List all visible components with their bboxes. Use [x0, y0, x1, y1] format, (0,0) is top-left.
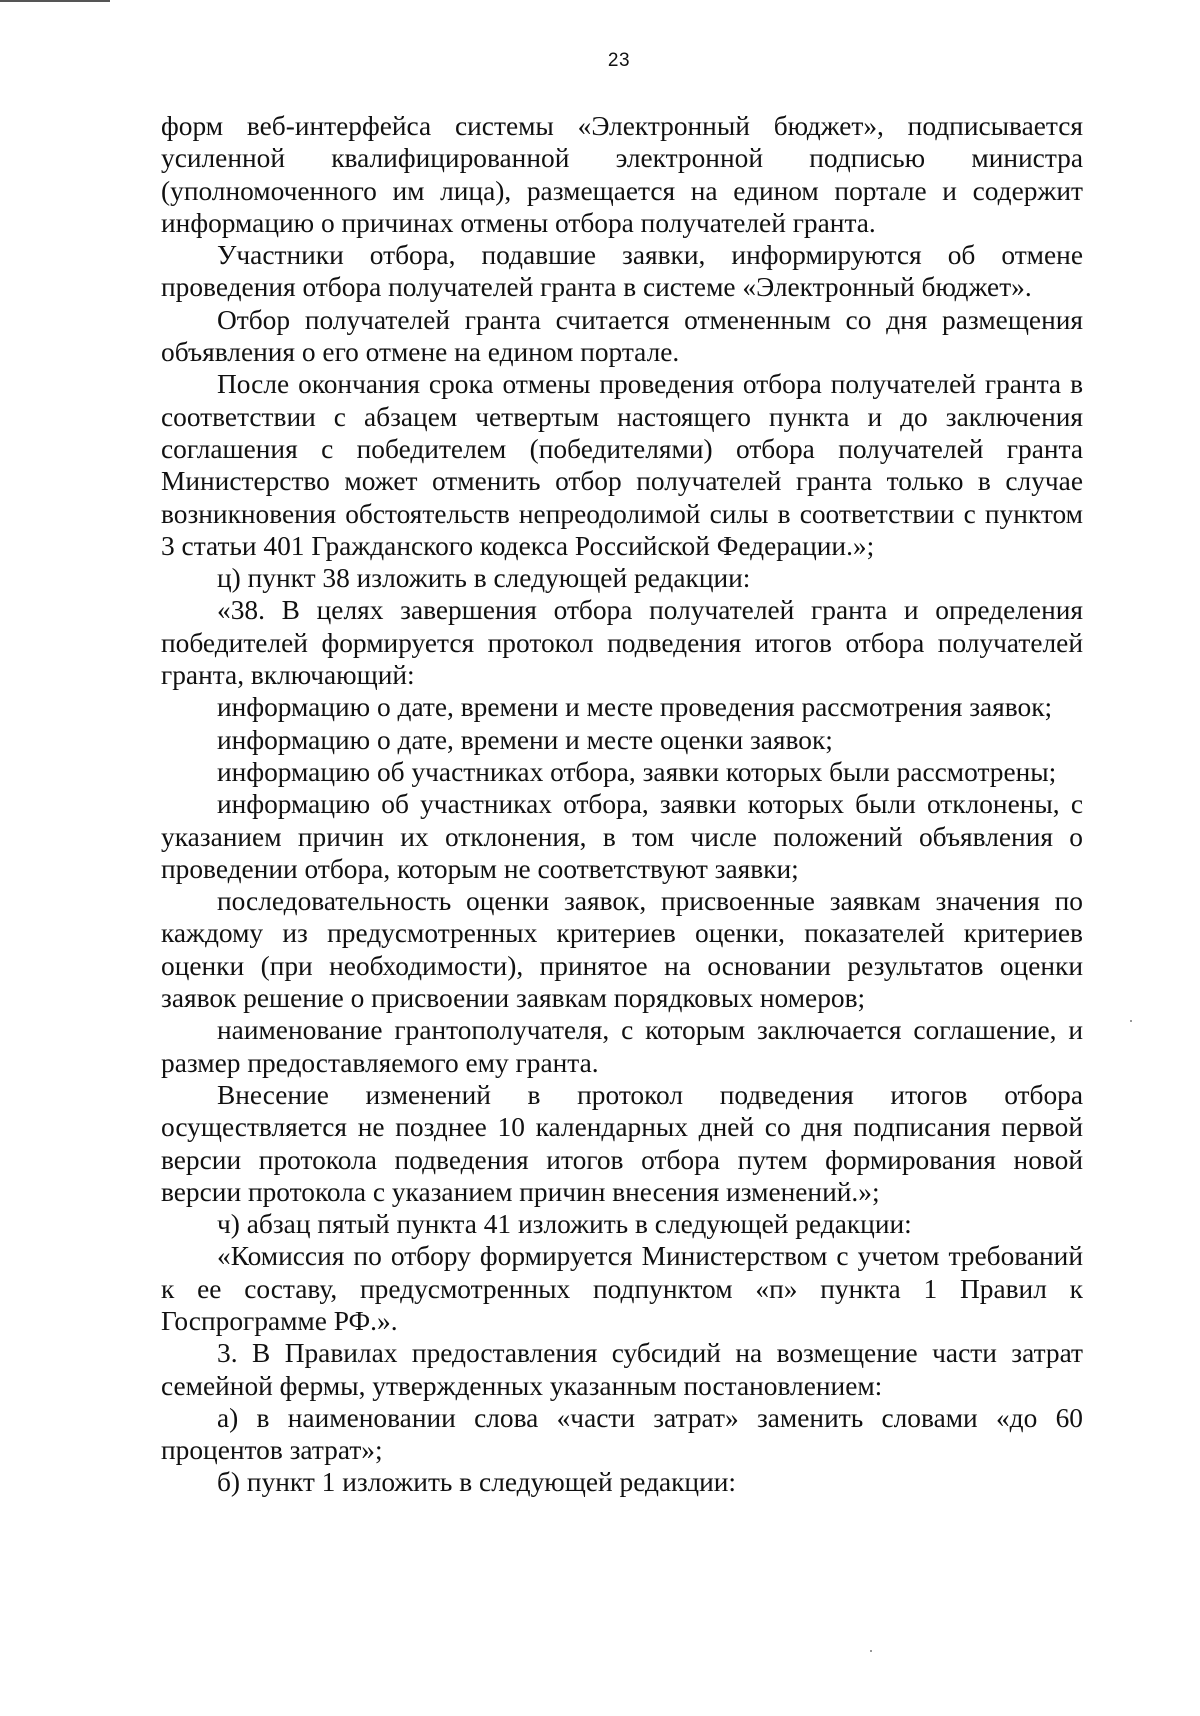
paragraph: Отбор получателей гранта считается отмененным со дня размещения объявления о его отмене на едином портале.	[161, 304, 1083, 368]
paragraph: информацию об участниках отбора, заявки которых были рассмотрены;	[217, 756, 1057, 787]
paragraph: а) в наименовании слова «части затрат» заменить словами «до 60 процентов затрат»;	[161, 1402, 1083, 1466]
scan-edge-line	[0, 0, 110, 2]
paragraph: последовательность оценки заявок, присвоенные заявкам значения по каждому из предусмотренных критериев оценки, показателей критериев оценки (при необходимости), принятое на основании результатов оценки заявок решение о присвоении заявкам порядковых номеров;	[161, 886, 1083, 1014]
paragraph: наименование грантополучателя, с которым заключается соглашение, и размер предоставляемого ему гранта.	[161, 1015, 1083, 1078]
paragraph: информацию об участниках отбора, заявки которых были отклонены, с указанием причин их отклонения, в том числе положений объявления о проведении отбора, которым не соответствуют заявки;	[161, 789, 1083, 884]
paragraph: информацию о дате, времени и месте проведения рассмотрения заявок;	[217, 692, 1053, 723]
paragraph: форм веб-интерфейса системы «Электронный бюджет», подписывается усиленной квалифицированной электронной подписью министра (уполномоченного им лица), размещается на едином портале и содержит информацию о причинах отмены отбора получателей гранта.	[161, 111, 1083, 238]
paragraph: После окончания срока отмены проведения отбора получателей гранта в соответствии с абзацем четвертым настоящего пункта и до заключения соглашения с победителем (победителями) отбора получателей гранта Министерство может отменить отбор получателей гранта только в случае возникновения обстоятельств непреодолимой силы в соответствии с пунктом 3 статьи 401 Гражданского кодекса Российской Федерации.»;	[161, 369, 1083, 561]
paragraph: ч) абзац пятый пункта 41 изложить в следующей редакции:	[217, 1209, 912, 1240]
page-number: 23	[607, 50, 631, 71]
scan-speck	[1130, 1020, 1132, 1022]
scan-speck	[870, 1650, 872, 1652]
paragraph: «38. В целях завершения отбора получателей гранта и определения победителей формируется протокол подведения итогов отбора получателей гранта, включающий:	[161, 595, 1083, 691]
paragraph: Внесение изменений в протокол подведения итогов отбора осуществляется не позднее 10 календарных дней со дня подписания первой версии протокола подведения итогов отбора путем формирования новой версии протокола с указанием причин внесения изменений.»;	[161, 1079, 1083, 1207]
document-body	[161, 110, 1083, 1499]
paragraph: «Комиссия по отбору формируется Министерством с учетом требований к ее составу, предусмотренных подпунктом «п» пункта 1 Правил к Госпрограмме РФ.».	[161, 1241, 1083, 1336]
paragraph: информацию о дате, времени и месте оценки заявок;	[217, 724, 833, 755]
paragraph: 3. В Правилах предоставления субсидий на возмещение части затрат семейной фермы, утвержденных указанным постановлением:	[161, 1338, 1083, 1401]
paragraph: ц) пункт 38 изложить в следующей редакции:	[217, 563, 751, 594]
paragraph: Участники отбора, подавшие заявки, информируются об отмене проведения отбора получателей гранта в системе «Электронный бюджет».	[161, 240, 1083, 303]
paragraph: б) пункт 1 изложить в следующей редакции:	[217, 1467, 737, 1498]
